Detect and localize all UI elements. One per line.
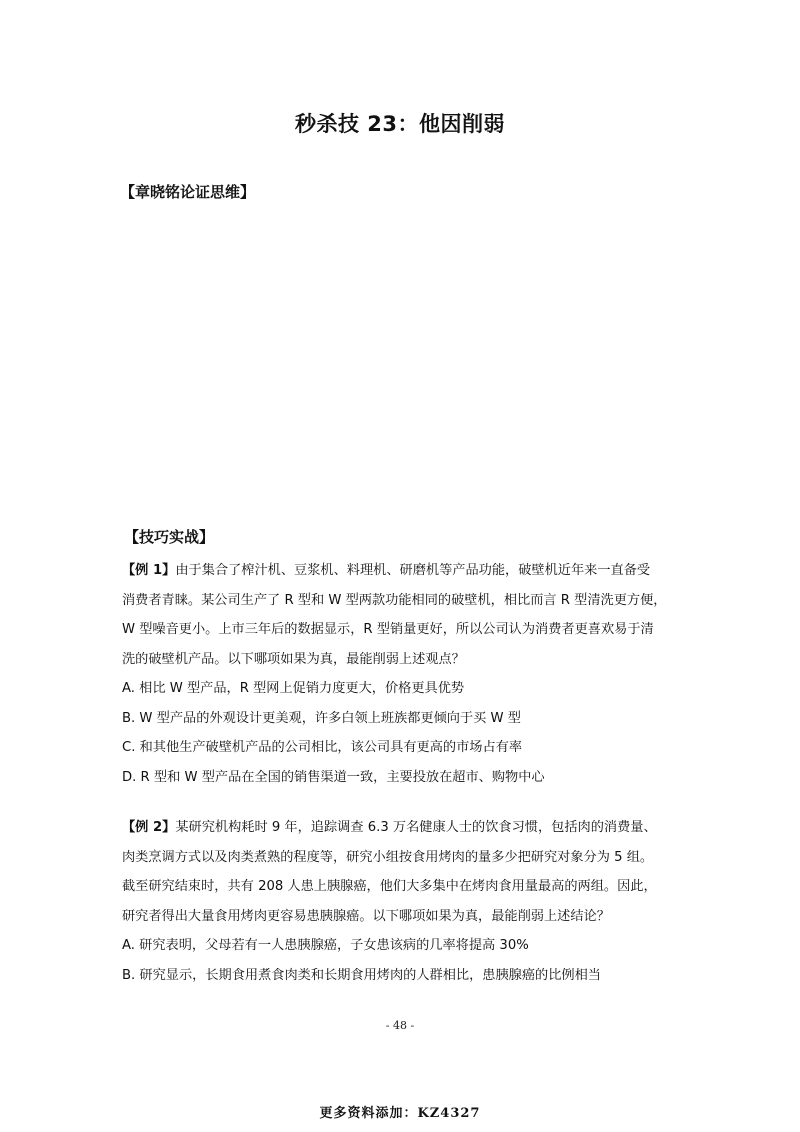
section-heading-practice: 【技巧实战】	[124, 528, 215, 546]
page-number: - 48 -	[385, 1019, 415, 1032]
example-2-line-1: 【例 2】某研究机构耗时 9 年，追踪调查 6.3 万名健康人士的饮食习惯，包括肉的消费量、	[122, 820, 657, 835]
example-1-tag: 【例 1】	[122, 563, 176, 578]
example-1-line-2: 消费者青睐。某公司生产了 R 型和 W 型两款功能相同的破壁机，相比而言 R 型清洗更方便，	[122, 592, 667, 608]
example-2	[122, 813, 690, 990]
example-2-option-a: A. 研究表明，父母若有一人患胰腺癌，子女患该病的几率将提高 30%	[122, 938, 529, 953]
example-1	[122, 556, 690, 792]
example-2-line-2: 肉类烹调方式以及肉类煮熟的程度等，研究小组按食用烤肉的量多少把研究对象分为 5 组。	[122, 849, 654, 865]
example-1-option-a: A. 相比 W 型产品，R 型网上促销力度更大，价格更具优势	[122, 681, 465, 696]
footer-note: 更多资料添加：KZ4327	[319, 1106, 481, 1121]
example-2-tag: 【例 2】	[122, 820, 176, 835]
example-2-line-3: 截至研究结束时，共有 208 人患上胰腺癌，他们大多集中在烤肉食用量最高的两组。因此，	[122, 879, 657, 894]
example-1-line-3: W 型噪音更小。上市三年后的数据显示，R 型销量更好，所以公司认为消费者更喜欢易于清	[122, 622, 654, 637]
example-1-option-d: D. R 型和 W 型产品在全国的销售渠道一致，主要投放在超市、购物中心	[122, 769, 545, 785]
example-2-option-b: B. 研究显示，长期食用煮食肉类和长期食用烤肉的人群相比，患胰腺癌的比例相当	[122, 967, 601, 983]
page-title: 秒杀技 23：他因削弱	[294, 112, 506, 136]
example-1-option-b: B. W 型产品的外观设计更美观，许多白领上班族都更倾向于买 W 型	[122, 710, 521, 726]
example-1-line-1: 【例 1】由于集合了榨汁机、豆浆机、料理机、研磨机等产品功能，破壁机近年来一直备受	[122, 563, 651, 578]
example-1-line-4: 洗的破壁机产品。以下哪项如果为真，最能削弱上述观点？	[122, 651, 465, 667]
example-2-line-4: 研究者得出大量食用烤肉更容易患胰腺癌。以下哪项如果为真，最能削弱上述结论？	[122, 908, 610, 924]
section-heading-thinking: 【章晓铭论证思维】	[120, 183, 256, 201]
example-1-option-c: C. 和其他生产破壁机产品的公司相比，该公司具有更高的市场占有率	[122, 740, 523, 755]
